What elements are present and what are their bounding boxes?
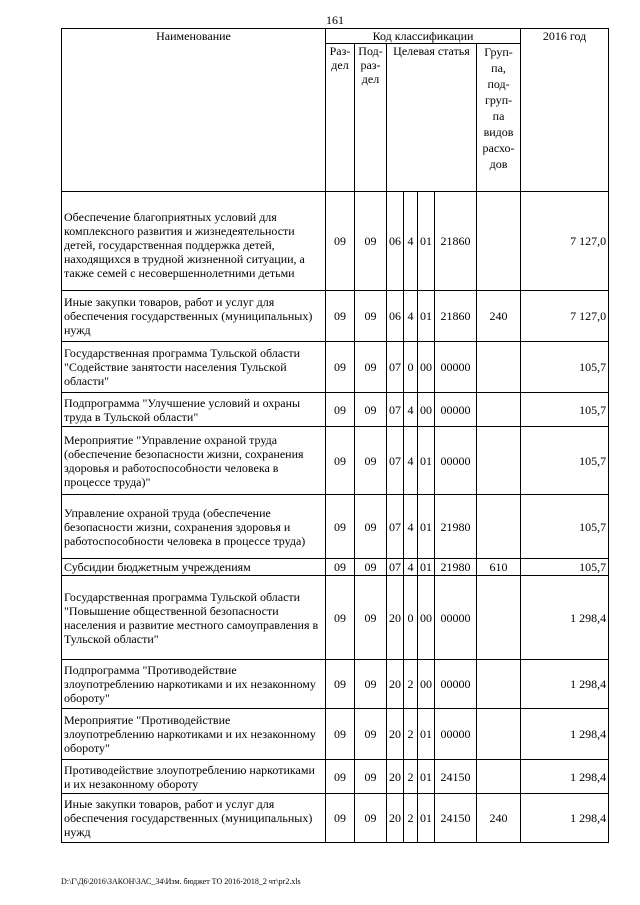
- row-cs3: 00: [418, 393, 435, 427]
- row-vid: [477, 660, 521, 709]
- row-podrazdel: 09: [355, 794, 387, 843]
- row-cs1: 07: [387, 495, 404, 559]
- row-cs1: 20: [387, 660, 404, 709]
- row-cs3: 01: [418, 291, 435, 342]
- row-razdel: 09: [326, 495, 355, 559]
- budget-table: [61, 28, 609, 843]
- row-name: Иные закупки товаров, работ и услуг для обеспечения государственных (муниципальных) нужд: [62, 794, 326, 843]
- row-cs4: 00000: [435, 660, 477, 709]
- row-cs1: 20: [387, 709, 404, 760]
- row-cs3: 01: [418, 559, 435, 576]
- row-cs3: 01: [418, 192, 435, 291]
- row-amount: 1 298,4: [521, 760, 609, 794]
- row-name: Обеспечение благоприятных условий для комплексного развития и жизнедеятельности детей, государственная поддержка детей, находящихся в трудной жизненной ситуации, а также семей с несовершеннолетними детьми: [62, 192, 326, 291]
- row-cs4: 24150: [435, 760, 477, 794]
- row-cs4: 21860: [435, 192, 477, 291]
- row-podrazdel: 09: [355, 495, 387, 559]
- row-podrazdel: 09: [355, 559, 387, 576]
- row-podrazdel: 09: [355, 291, 387, 342]
- row-cs1: 06: [387, 192, 404, 291]
- row-razdel: 09: [326, 393, 355, 427]
- row-podrazdel: 09: [355, 576, 387, 660]
- header-section: Раз- дел: [326, 44, 355, 192]
- row-name: Иные закупки товаров, работ и услуг для обеспечения государственных (муниципальных) нужд: [62, 291, 326, 342]
- row-cs2: 4: [404, 393, 418, 427]
- row-cs2: 4: [404, 559, 418, 576]
- row-cs3: 00: [418, 342, 435, 393]
- row-podrazdel: 09: [355, 760, 387, 794]
- row-cs4: 00000: [435, 709, 477, 760]
- table-row: [62, 760, 609, 794]
- row-cs4: 21860: [435, 291, 477, 342]
- row-razdel: 09: [326, 794, 355, 843]
- row-cs2: 2: [404, 794, 418, 843]
- row-amount: 105,7: [521, 342, 609, 393]
- row-name: Подпрограмма "Противодействие злоупотреблению наркотиками и их незаконному обороту": [62, 660, 326, 709]
- row-name: Подпрограмма "Улучшение условий и охраны труда в Тульской области": [62, 393, 326, 427]
- table-row: [62, 794, 609, 843]
- row-podrazdel: 09: [355, 342, 387, 393]
- row-amount: 1 298,4: [521, 576, 609, 660]
- row-amount: 7 127,0: [521, 291, 609, 342]
- row-cs3: 01: [418, 760, 435, 794]
- row-razdel: 09: [326, 291, 355, 342]
- row-name: Государственная программа Тульской области "Повышение общественной безопасности населения и развитие местного самоуправления в Тульской области": [62, 576, 326, 660]
- footer-file-path: D:\Г\Д6\2016\ЗАКОН\ЗАС_34\Изм. бюджет ТО 2016-2018_2 чт\pr2.xls: [61, 877, 301, 886]
- row-cs2: 0: [404, 342, 418, 393]
- row-amount: 105,7: [521, 495, 609, 559]
- table-row: [62, 342, 609, 393]
- row-name: Мероприятие "Управление охраной труда (обеспечение безопасности жизни, сохранения здоровья и работоспособности человека в процессе труда)": [62, 427, 326, 495]
- row-cs4: 00000: [435, 393, 477, 427]
- row-cs1: 07: [387, 342, 404, 393]
- row-cs2: 4: [404, 427, 418, 495]
- row-podrazdel: 09: [355, 427, 387, 495]
- row-cs1: 07: [387, 559, 404, 576]
- table-row: [62, 576, 609, 660]
- row-podrazdel: 09: [355, 393, 387, 427]
- header-year: 2016 год: [521, 29, 609, 192]
- row-cs4: 24150: [435, 794, 477, 843]
- row-amount: 105,7: [521, 393, 609, 427]
- table-row: [62, 660, 609, 709]
- table-row: [62, 559, 609, 576]
- row-vid: [477, 192, 521, 291]
- row-amount: 105,7: [521, 427, 609, 495]
- row-name: Мероприятие "Противодействие злоупотреблению наркотиками и их незаконному обороту": [62, 709, 326, 760]
- row-cs2: 4: [404, 192, 418, 291]
- table-row: [62, 495, 609, 559]
- row-vid: [477, 495, 521, 559]
- row-razdel: 09: [326, 342, 355, 393]
- row-razdel: 09: [326, 709, 355, 760]
- row-vid: [477, 760, 521, 794]
- row-cs4: 00000: [435, 576, 477, 660]
- row-name: Управление охраной труда (обеспечение безопасности жизни, сохранения здоровья и работоспособности человека в процессе труда): [62, 495, 326, 559]
- header-target: Целевая статья: [387, 44, 477, 192]
- row-name: Противодействие злоупотреблению наркотиками и их незаконному обороту: [62, 760, 326, 794]
- row-cs1: 07: [387, 393, 404, 427]
- row-razdel: 09: [326, 660, 355, 709]
- row-vid: [477, 576, 521, 660]
- row-cs3: 00: [418, 576, 435, 660]
- row-cs3: 00: [418, 660, 435, 709]
- row-cs1: 06: [387, 291, 404, 342]
- row-cs3: 01: [418, 794, 435, 843]
- row-cs3: 01: [418, 709, 435, 760]
- page-number: 161: [326, 13, 344, 27]
- row-cs4: 21980: [435, 559, 477, 576]
- row-vid: [477, 342, 521, 393]
- row-cs4: 00000: [435, 342, 477, 393]
- header-group: Груп- па, под- груп- па видов расхо- дов: [477, 44, 521, 192]
- row-amount: 1 298,4: [521, 709, 609, 760]
- row-amount: 1 298,4: [521, 794, 609, 843]
- row-cs3: 01: [418, 495, 435, 559]
- row-podrazdel: 09: [355, 709, 387, 760]
- table-row: [62, 393, 609, 427]
- row-cs2: 2: [404, 660, 418, 709]
- row-podrazdel: 09: [355, 192, 387, 291]
- row-name: Государственная программа Тульской области "Содействие занятости населения Тульской области": [62, 342, 326, 393]
- row-cs2: 2: [404, 709, 418, 760]
- row-amount: 1 298,4: [521, 660, 609, 709]
- row-cs2: 4: [404, 495, 418, 559]
- table-row: [62, 709, 609, 760]
- row-amount: 105,7: [521, 559, 609, 576]
- table-row: [62, 291, 609, 342]
- row-cs2: 4: [404, 291, 418, 342]
- row-amount: 7 127,0: [521, 192, 609, 291]
- row-razdel: 09: [326, 760, 355, 794]
- row-vid: [477, 709, 521, 760]
- row-cs4: 00000: [435, 427, 477, 495]
- row-vid: 240: [477, 794, 521, 843]
- row-razdel: 09: [326, 576, 355, 660]
- header-subsection: Под- раз- дел: [355, 44, 387, 192]
- row-razdel: 09: [326, 559, 355, 576]
- table-row: [62, 427, 609, 495]
- row-cs2: 0: [404, 576, 418, 660]
- row-cs1: 20: [387, 794, 404, 843]
- row-cs2: 2: [404, 760, 418, 794]
- row-razdel: 09: [326, 192, 355, 291]
- row-cs1: 07: [387, 427, 404, 495]
- row-vid: [477, 427, 521, 495]
- row-cs1: 20: [387, 576, 404, 660]
- header-name: Наименование: [62, 29, 326, 192]
- header-code: Код классификации: [326, 29, 521, 44]
- row-name: Субсидии бюджетным учреждениям: [62, 559, 326, 576]
- row-razdel: 09: [326, 427, 355, 495]
- row-cs3: 01: [418, 427, 435, 495]
- row-vid: [477, 393, 521, 427]
- table-row: [62, 192, 609, 291]
- row-cs1: 20: [387, 760, 404, 794]
- row-podrazdel: 09: [355, 660, 387, 709]
- row-cs4: 21980: [435, 495, 477, 559]
- row-vid: 610: [477, 559, 521, 576]
- row-vid: 240: [477, 291, 521, 342]
